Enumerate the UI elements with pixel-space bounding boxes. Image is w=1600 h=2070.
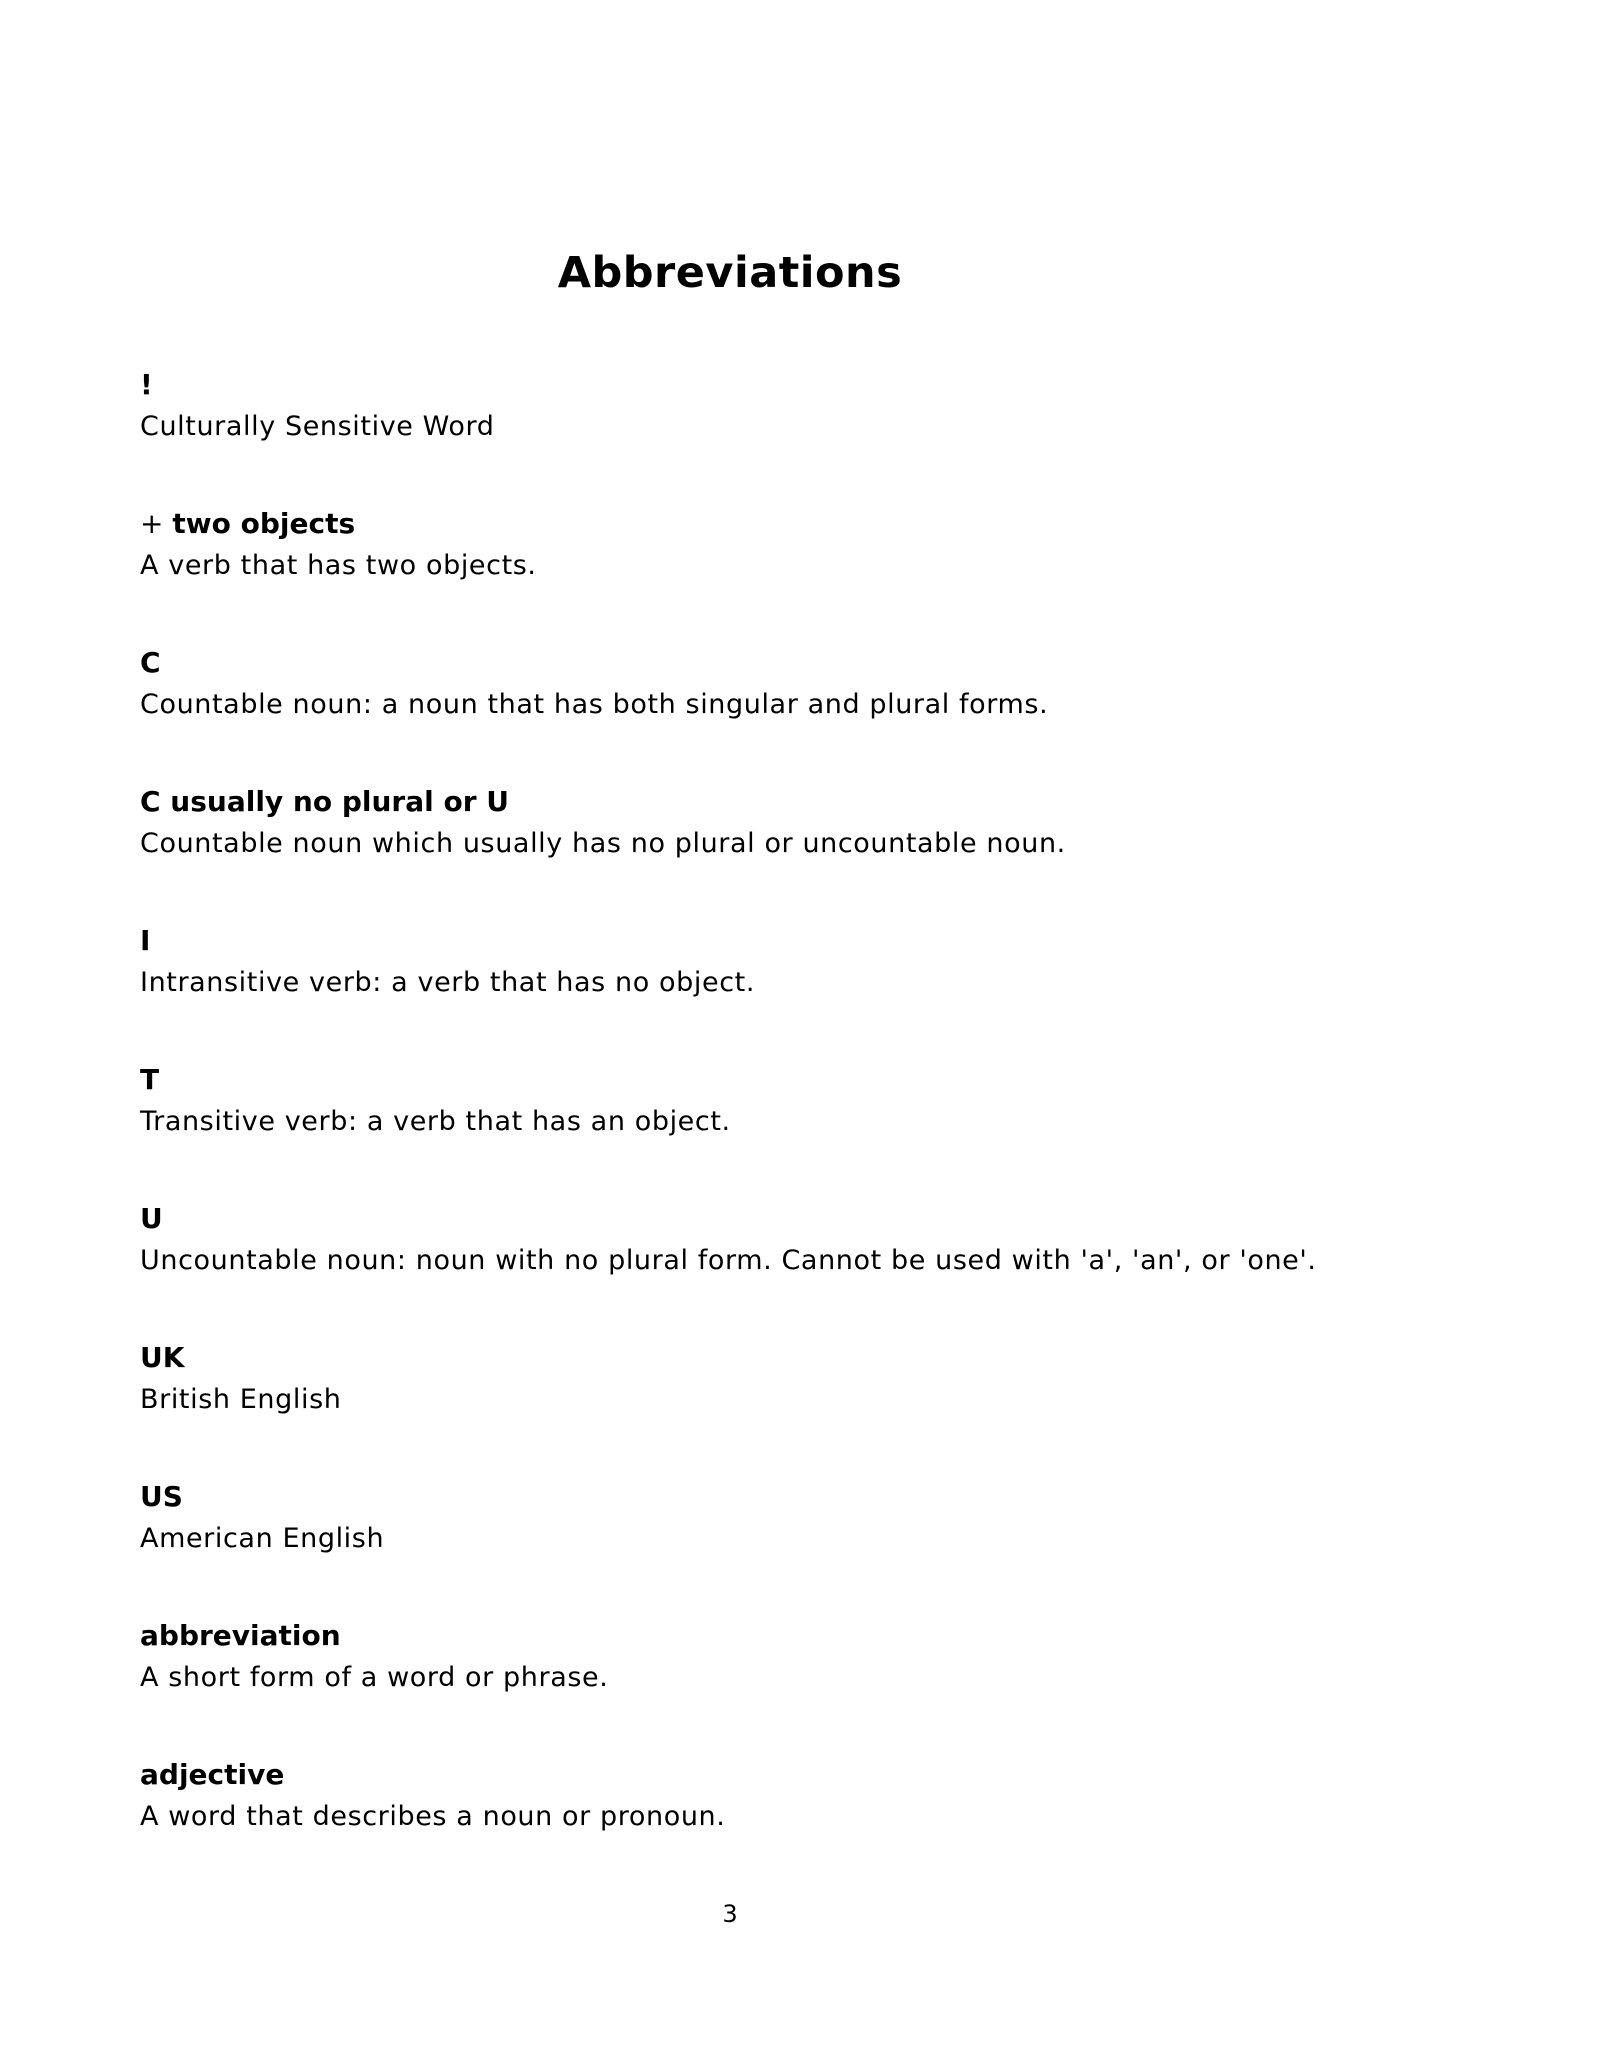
abbreviation-entry — [140, 1754, 1500, 1893]
abbreviation-definition: Intransitive verb: a verb that has no object. — [140, 967, 756, 998]
abbreviation-entry — [140, 1615, 1500, 1754]
term-label: C — [140, 646, 161, 679]
abbreviation-definition: Countable noun: a noun that has both singular and plural forms. — [140, 689, 1049, 720]
term-label: abbreviation — [140, 1619, 341, 1652]
page-number: 3 — [722, 1900, 738, 1928]
abbreviation-term — [140, 920, 1500, 962]
term-label: US — [140, 1480, 183, 1513]
abbreviation-entry — [140, 920, 1500, 1059]
abbreviation-definition: American English — [140, 1523, 385, 1554]
abbreviation-term — [140, 1337, 1500, 1379]
term-label: U — [140, 1202, 163, 1235]
term-label: T — [140, 1063, 160, 1096]
abbreviation-entry — [140, 642, 1500, 781]
abbreviation-list — [140, 364, 1500, 1893]
abbreviation-definition: British English — [140, 1384, 342, 1415]
abbreviation-entry — [140, 781, 1500, 920]
abbreviation-entry — [140, 1198, 1500, 1337]
term-label: C usually no plural or U — [140, 785, 509, 818]
term-label: ! — [140, 368, 153, 401]
page-title: Abbreviations — [557, 248, 903, 298]
abbreviation-term — [140, 1198, 1500, 1240]
abbreviation-term — [140, 1754, 1500, 1796]
abbreviation-entry — [140, 1476, 1500, 1615]
abbreviation-entry — [140, 1337, 1500, 1476]
term-label: two objects — [172, 507, 356, 540]
abbreviation-definition: Uncountable noun: noun with no plural form. Cannot be used with 'a', 'an', or 'one'. — [140, 1245, 1317, 1276]
abbreviation-definition: A short form of a word or phrase. — [140, 1662, 609, 1693]
abbreviation-definition: Culturally Sensitive Word — [140, 411, 495, 442]
abbreviation-term — [140, 642, 1500, 684]
abbreviation-definition: A verb that has two objects. — [140, 550, 537, 581]
abbreviation-definition: Transitive verb: a verb that has an object. — [140, 1106, 731, 1137]
abbreviation-definition: A word that describes a noun or pronoun. — [140, 1801, 726, 1832]
term-prefix: + — [140, 507, 173, 540]
abbreviation-term — [140, 1615, 1500, 1657]
abbreviation-term — [140, 503, 1500, 545]
abbreviation-term — [140, 1476, 1500, 1518]
abbreviation-term — [140, 1059, 1500, 1101]
abbreviation-term — [140, 364, 1500, 406]
abbreviation-term — [140, 781, 1500, 823]
abbreviation-entry — [140, 364, 1500, 503]
abbreviation-entry — [140, 1059, 1500, 1198]
abbreviation-definition: Countable noun which usually has no plural or uncountable noun. — [140, 828, 1066, 859]
term-label: UK — [140, 1341, 185, 1374]
term-label: I — [140, 924, 151, 957]
term-label: adjective — [140, 1758, 285, 1791]
abbreviation-entry — [140, 503, 1500, 642]
